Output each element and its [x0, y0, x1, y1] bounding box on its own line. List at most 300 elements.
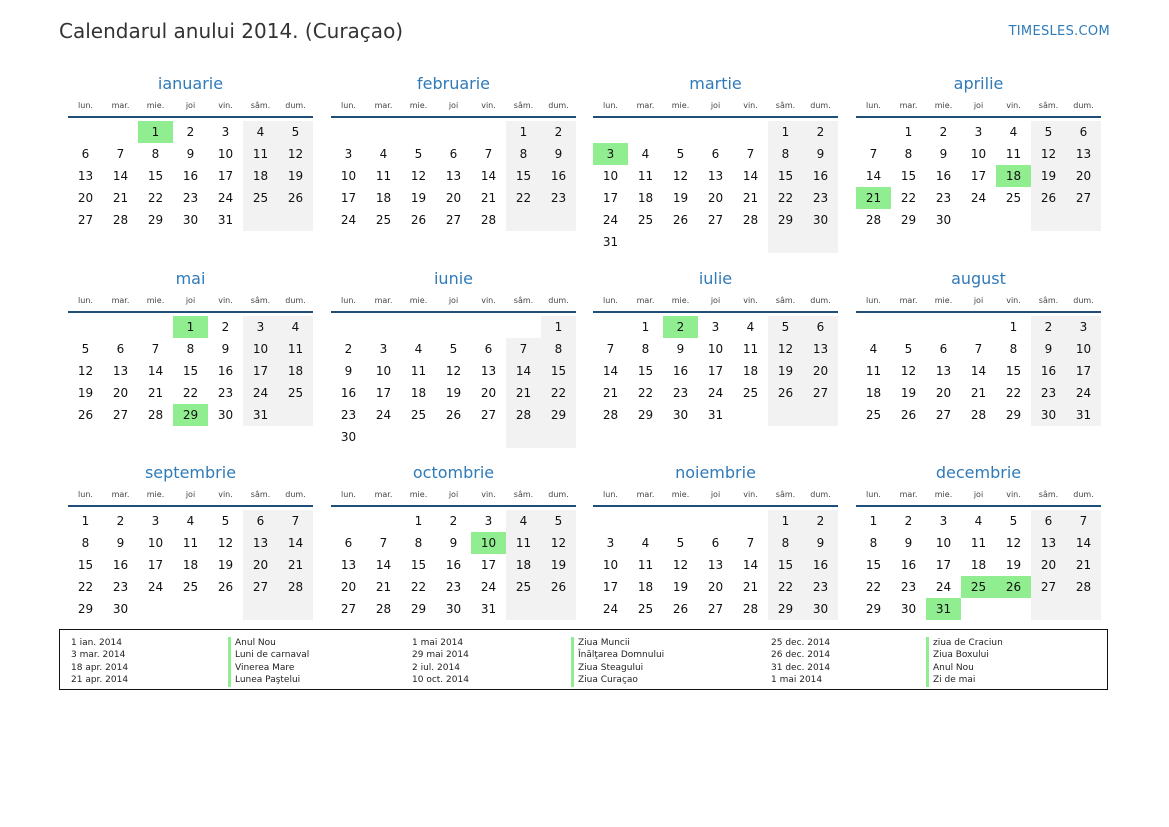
- day-cell: 29: [865, 602, 882, 616]
- day-cell: 21: [742, 191, 759, 205]
- day-cell: 14: [375, 558, 392, 572]
- month-name: septembrie: [144, 463, 237, 482]
- day-cell: 18: [243, 165, 278, 187]
- day-cell: 12: [1005, 536, 1022, 550]
- weekday-label: mar.: [899, 296, 918, 305]
- day-cell: 21: [147, 386, 164, 400]
- empty-cell: [366, 426, 401, 448]
- day-cell: 26: [541, 576, 576, 598]
- day-cell: 2: [939, 125, 948, 139]
- weekday-header: [593, 294, 838, 313]
- weekday-label: dum.: [1073, 296, 1094, 305]
- day-cell: 26: [672, 213, 689, 227]
- legend-date: 21 apr. 2014: [71, 675, 129, 686]
- day-cell: 24: [480, 580, 497, 594]
- day-cell: 23: [803, 187, 838, 209]
- day-cell: 29: [900, 213, 917, 227]
- weekday-label: mie.: [671, 101, 690, 110]
- weekday-label: dum.: [285, 490, 306, 499]
- day-cell: 27: [1031, 576, 1066, 598]
- month-name: mai: [175, 269, 206, 288]
- weekday-label: mar.: [374, 296, 393, 305]
- day-cell: 7: [151, 342, 160, 356]
- day-cell: 10: [217, 147, 234, 161]
- day-cell: 16: [803, 165, 838, 187]
- day-cell: 16: [340, 386, 357, 400]
- day-cell: 19: [410, 191, 427, 205]
- day-cell: 23: [672, 386, 689, 400]
- day-cell: 25: [375, 213, 392, 227]
- day-cell: 26: [445, 408, 462, 422]
- day-cell: 11: [182, 536, 199, 550]
- day-cell: 23: [1031, 382, 1066, 404]
- day-cell: 11: [410, 364, 427, 378]
- day-cell: 4: [1009, 125, 1018, 139]
- weekday-label: dum.: [285, 101, 306, 110]
- day-cell: 4: [379, 147, 388, 161]
- day-cell: 3: [344, 147, 353, 161]
- day-cell: 10: [970, 147, 987, 161]
- day-cell: 28: [278, 576, 313, 598]
- day-cell: 13: [803, 338, 838, 360]
- empty-cell: [856, 121, 891, 143]
- day-cell: 19: [278, 165, 313, 187]
- day-cell: 7: [379, 536, 388, 550]
- day-cell: 25: [182, 580, 199, 594]
- day-cell: 23: [217, 386, 234, 400]
- month-ianuarie: [68, 73, 313, 231]
- day-cell: 13: [707, 558, 724, 572]
- weekday-header: [331, 99, 576, 118]
- weekday-label: joi: [710, 101, 721, 110]
- day-cell: 22: [768, 187, 803, 209]
- day-cell: 12: [672, 169, 689, 183]
- day-cell: 2: [541, 121, 576, 143]
- day-cell: 20: [445, 191, 462, 205]
- day-cell: 1: [81, 514, 90, 528]
- empty-cell: [103, 316, 138, 338]
- day-cell: 18: [637, 191, 654, 205]
- weekday-label: sâm.: [1038, 296, 1059, 305]
- day-cell: 18: [506, 554, 541, 576]
- legend-date: 31 dec. 2014: [771, 662, 831, 673]
- day-cell: 18: [996, 165, 1031, 187]
- month-octombrie: [331, 462, 576, 620]
- day-cell: 1: [138, 121, 173, 143]
- day-cell: 4: [278, 316, 313, 338]
- weekday-label: mie.: [409, 101, 428, 110]
- day-cell: 17: [340, 191, 357, 205]
- month-iulie: [593, 268, 838, 426]
- day-cell: 14: [147, 364, 164, 378]
- day-cell: 1: [414, 514, 423, 528]
- day-cell: 14: [112, 169, 129, 183]
- day-cell: 7: [606, 342, 615, 356]
- weekday-label: sâm.: [1038, 101, 1059, 110]
- day-cell: 18: [375, 191, 392, 205]
- month-name: august: [951, 269, 1006, 288]
- day-cell: 25: [278, 382, 313, 404]
- empty-cell: [733, 121, 768, 143]
- empty-cell: [733, 231, 768, 253]
- day-cell: 31: [243, 404, 278, 426]
- day-cell: 14: [865, 169, 882, 183]
- empty-cell: [506, 598, 541, 620]
- legend-dates-1: [71, 637, 128, 687]
- day-cell: 6: [344, 536, 353, 550]
- weekday-header: [331, 294, 576, 313]
- empty-cell: [733, 510, 768, 532]
- day-cell: 6: [1031, 510, 1066, 532]
- month-name: noiembrie: [675, 463, 756, 482]
- day-cell: 29: [147, 213, 164, 227]
- weekday-label: mar.: [374, 101, 393, 110]
- day-cell: 28: [742, 602, 759, 616]
- day-cell: 7: [869, 147, 878, 161]
- day-cell: 13: [1066, 143, 1101, 165]
- day-cell: 25: [637, 213, 654, 227]
- day-cell: 8: [506, 143, 541, 165]
- empty-cell: [1031, 209, 1066, 231]
- month-februarie: [331, 73, 576, 231]
- day-cell: 9: [803, 143, 838, 165]
- day-cell: 26: [900, 408, 917, 422]
- day-cell: 31: [926, 598, 961, 620]
- day-cell: 4: [641, 536, 650, 550]
- day-cell: 2: [344, 342, 353, 356]
- day-cell: 14: [602, 364, 619, 378]
- day-cell: 23: [803, 576, 838, 598]
- month-septembrie: [68, 462, 313, 620]
- brand-link[interactable]: TIMESLES.COM: [1008, 24, 1110, 39]
- day-cell: 5: [541, 510, 576, 532]
- day-cell: 4: [641, 147, 650, 161]
- weekday-label: joi: [185, 296, 196, 305]
- empty-cell: [436, 426, 471, 448]
- day-cell: 29: [410, 602, 427, 616]
- weekday-label: lun.: [603, 490, 618, 499]
- weekday-label: mar.: [899, 101, 918, 110]
- day-cell: 3: [151, 514, 160, 528]
- day-cell: 8: [904, 147, 913, 161]
- empty-cell: [628, 121, 663, 143]
- legend-date: 10 oct. 2014: [412, 675, 469, 686]
- day-cell: 25: [961, 576, 996, 598]
- empty-cell: [961, 598, 996, 620]
- day-cell: 21: [970, 386, 987, 400]
- day-cell: 27: [803, 382, 838, 404]
- day-cell: 24: [602, 213, 619, 227]
- empty-cell: [366, 316, 401, 338]
- day-cell: 28: [506, 404, 541, 426]
- day-cell: 10: [1066, 338, 1101, 360]
- weekday-label: joi: [448, 490, 459, 499]
- day-cell: 5: [278, 121, 313, 143]
- weekday-label: joi: [710, 296, 721, 305]
- day-cell: 1: [768, 510, 803, 532]
- day-cell: 5: [414, 147, 423, 161]
- day-cell: 19: [900, 386, 917, 400]
- weekday-label: mar.: [636, 101, 655, 110]
- day-cell: 19: [1005, 558, 1022, 572]
- weekday-label: vin.: [743, 296, 758, 305]
- day-cell: 20: [243, 554, 278, 576]
- day-cell: 5: [768, 316, 803, 338]
- day-cell: 23: [112, 580, 129, 594]
- day-cell: 15: [410, 558, 427, 572]
- day-cell: 22: [1005, 386, 1022, 400]
- empty-cell: [803, 404, 838, 426]
- empty-cell: [698, 121, 733, 143]
- day-cell: 23: [935, 191, 952, 205]
- weekday-label: sâm.: [250, 490, 271, 499]
- day-cell: 13: [243, 532, 278, 554]
- day-cell: 21: [112, 191, 129, 205]
- day-cell: 12: [672, 558, 689, 572]
- day-cell: 22: [637, 386, 654, 400]
- day-cell: 22: [506, 187, 541, 209]
- day-cell: 18: [865, 386, 882, 400]
- day-cell: 15: [768, 165, 803, 187]
- day-cell: 17: [602, 191, 619, 205]
- day-cell: 9: [116, 536, 125, 550]
- day-cell: 19: [672, 191, 689, 205]
- empty-cell: [996, 209, 1031, 231]
- day-cell: 10: [602, 169, 619, 183]
- legend-date: 29 mai 2014: [412, 650, 469, 661]
- day-cell: 16: [672, 364, 689, 378]
- day-cell: 21: [856, 187, 891, 209]
- day-cell: 9: [541, 143, 576, 165]
- day-cell: 28: [602, 408, 619, 422]
- day-cell: 5: [81, 342, 90, 356]
- day-cell: 12: [900, 364, 917, 378]
- weekday-label: lun.: [603, 296, 618, 305]
- day-cell: 7: [1066, 510, 1101, 532]
- day-cell: 17: [935, 558, 952, 572]
- day-cell: 2: [803, 121, 838, 143]
- weekday-label: vin.: [743, 101, 758, 110]
- day-cell: 24: [602, 602, 619, 616]
- day-cell: 29: [173, 404, 208, 426]
- day-cell: 9: [803, 532, 838, 554]
- day-cell: 19: [768, 360, 803, 382]
- legend-holiday-name: Zi de mai: [926, 674, 1003, 686]
- day-cell: 30: [182, 213, 199, 227]
- day-cell: 20: [707, 191, 724, 205]
- day-cell: 4: [746, 320, 755, 334]
- weekday-label: sâm.: [775, 101, 796, 110]
- empty-cell: [471, 316, 506, 338]
- day-cell: 23: [182, 191, 199, 205]
- day-cell: 9: [904, 536, 913, 550]
- weekday-label: mie.: [146, 296, 165, 305]
- day-cell: 6: [1066, 121, 1101, 143]
- day-cell: 24: [935, 580, 952, 594]
- empty-cell: [593, 316, 628, 338]
- legend-date: 1 mai 2014: [771, 675, 823, 686]
- day-cell: 21: [278, 554, 313, 576]
- empty-cell: [243, 598, 278, 620]
- empty-cell: [68, 121, 103, 143]
- empty-cell: [891, 316, 926, 338]
- day-cell: 30: [803, 598, 838, 620]
- weekday-header: [331, 488, 576, 507]
- legend-date: 18 apr. 2014: [71, 662, 129, 673]
- day-cell: 20: [803, 360, 838, 382]
- month-aprilie: [856, 73, 1101, 231]
- weekday-label: lun.: [866, 490, 881, 499]
- day-cell: 16: [445, 558, 462, 572]
- day-cell: 20: [340, 580, 357, 594]
- empty-cell: [803, 231, 838, 253]
- day-cell: 24: [1066, 382, 1101, 404]
- month-name: iulie: [698, 269, 733, 288]
- weekday-label: mie.: [934, 296, 953, 305]
- day-cell: 12: [77, 364, 94, 378]
- day-cell: 10: [707, 342, 724, 356]
- weekday-header: [856, 294, 1101, 313]
- weekday-header: [68, 488, 313, 507]
- weekday-label: dum.: [548, 101, 569, 110]
- day-cell: 19: [217, 558, 234, 572]
- day-grid: [68, 121, 313, 231]
- empty-cell: [436, 121, 471, 143]
- day-cell: 1: [506, 121, 541, 143]
- empty-cell: [68, 316, 103, 338]
- weekday-label: mar.: [111, 490, 130, 499]
- day-cell: 15: [77, 558, 94, 572]
- legend-names-3: [926, 637, 1003, 687]
- day-cell: 25: [1005, 191, 1022, 205]
- day-cell: 6: [711, 536, 720, 550]
- day-cell: 26: [278, 187, 313, 209]
- day-cell: 14: [742, 169, 759, 183]
- day-cell: 13: [112, 364, 129, 378]
- weekday-label: mar.: [636, 296, 655, 305]
- day-cell: 11: [278, 338, 313, 360]
- day-cell: 7: [746, 147, 755, 161]
- day-cell: 6: [711, 147, 720, 161]
- day-cell: 24: [243, 382, 278, 404]
- day-cell: 20: [112, 386, 129, 400]
- legend-holiday-name: ziua de Craciun: [926, 637, 1003, 649]
- legend-holiday-name: Vinerea Mare: [228, 662, 309, 674]
- weekday-label: mie.: [409, 490, 428, 499]
- day-cell: 22: [900, 191, 917, 205]
- empty-cell: [926, 316, 961, 338]
- day-cell: 7: [278, 510, 313, 532]
- day-cell: 19: [541, 554, 576, 576]
- day-cell: 2: [663, 316, 698, 338]
- legend-dates-3: [771, 637, 830, 687]
- empty-cell: [768, 231, 803, 253]
- empty-cell: [663, 231, 698, 253]
- day-cell: 8: [541, 338, 576, 360]
- day-cell: 22: [865, 580, 882, 594]
- day-cell: 3: [484, 514, 493, 528]
- day-cell: 28: [865, 213, 882, 227]
- day-cell: 5: [676, 147, 685, 161]
- day-cell: 4: [243, 121, 278, 143]
- weekday-label: lun.: [866, 101, 881, 110]
- day-cell: 9: [186, 147, 195, 161]
- month-name: martie: [689, 74, 742, 93]
- day-cell: 31: [707, 408, 724, 422]
- day-cell: 25: [243, 187, 278, 209]
- day-cell: 15: [900, 169, 917, 183]
- weekday-label: joi: [973, 490, 984, 499]
- weekday-label: vin.: [1006, 296, 1021, 305]
- weekday-label: dum.: [548, 296, 569, 305]
- weekday-label: vin.: [743, 490, 758, 499]
- day-cell: 20: [707, 580, 724, 594]
- holiday-legend: [59, 629, 1108, 690]
- day-cell: 30: [112, 602, 129, 616]
- day-cell: 29: [541, 404, 576, 426]
- weekday-label: mie.: [671, 490, 690, 499]
- weekday-label: sâm.: [513, 490, 534, 499]
- day-cell: 12: [445, 364, 462, 378]
- empty-cell: [593, 121, 628, 143]
- day-cell: 13: [445, 169, 462, 183]
- day-cell: 13: [77, 169, 94, 183]
- day-cell: 24: [970, 191, 987, 205]
- day-cell: 7: [484, 147, 493, 161]
- day-cell: 24: [147, 580, 164, 594]
- legend-holiday-name: Anul Nou: [926, 662, 1003, 674]
- day-cell: 7: [746, 536, 755, 550]
- day-cell: 17: [243, 360, 278, 382]
- weekday-label: sâm.: [513, 101, 534, 110]
- day-cell: 20: [480, 386, 497, 400]
- day-cell: 22: [768, 576, 803, 598]
- day-cell: 17: [217, 169, 234, 183]
- day-grid: [856, 510, 1101, 620]
- day-cell: 15: [147, 169, 164, 183]
- day-cell: 1: [1009, 320, 1018, 334]
- day-cell: 5: [676, 536, 685, 550]
- day-cell: 15: [865, 558, 882, 572]
- day-cell: 17: [970, 169, 987, 183]
- weekday-label: vin.: [481, 101, 496, 110]
- legend-dates-2: [412, 637, 469, 687]
- day-cell: 11: [637, 169, 654, 183]
- day-cell: 6: [939, 342, 948, 356]
- day-cell: 28: [112, 213, 129, 227]
- weekday-label: joi: [185, 101, 196, 110]
- day-cell: 12: [278, 143, 313, 165]
- day-cell: 3: [379, 342, 388, 356]
- day-cell: 2: [1031, 316, 1066, 338]
- legend-holiday-name: Ziua Steagului: [571, 662, 664, 674]
- day-cell: 1: [541, 316, 576, 338]
- day-cell: 3: [939, 514, 948, 528]
- day-cell: 26: [1031, 187, 1066, 209]
- day-cell: 27: [77, 213, 94, 227]
- day-cell: 12: [217, 536, 234, 550]
- day-cell: 9: [1031, 338, 1066, 360]
- day-cell: 8: [414, 536, 423, 550]
- day-cell: 21: [375, 580, 392, 594]
- legend-date: 26 dec. 2014: [771, 650, 831, 661]
- day-cell: 30: [935, 213, 952, 227]
- day-grid: [593, 316, 838, 426]
- day-cell: 7: [974, 342, 983, 356]
- day-cell: 19: [672, 580, 689, 594]
- weekday-label: mar.: [899, 490, 918, 499]
- day-cell: 16: [541, 165, 576, 187]
